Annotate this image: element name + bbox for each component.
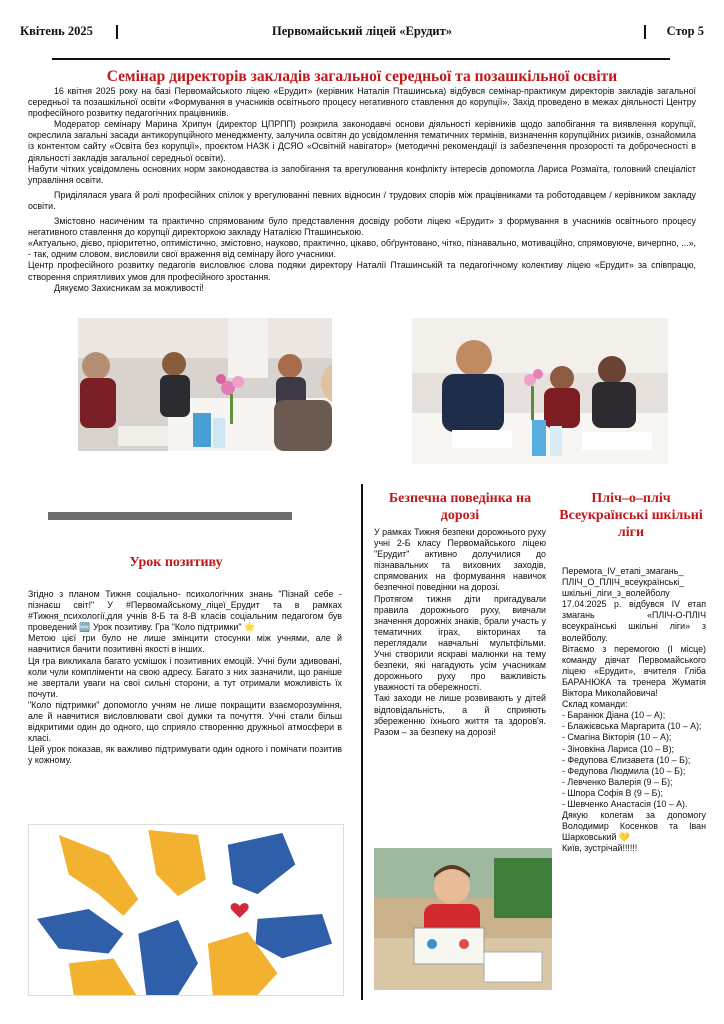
section-divider-bar [48,512,292,520]
volley-team-member: - Зіновкіна Лариса (10 – В); [562,743,674,754]
hands-illustration [28,824,344,996]
seminar-paragraph: Змістовно насиченим та практично спрямованим було представлення досвіду роботи ліцею «Ерудит» з формування в учасників освітнього процесу негативного ставлення до корупції директоркою закладу Наталією Пташинською. [28,216,696,238]
page-number: Стор 5 [666,24,704,38]
newspaper-title: Первомайський ліцей «Ерудит» [272,24,452,38]
seminar-title: Семінар директорів закладів загальної середньої та позашкільної освіти [106,68,618,85]
lesson-paragraph: Цей урок показав, як важливо підтримувати один одного і помічати позитив у кожному. [28,744,342,766]
road-paragraph: У рамках Тижня безпеки дорожнього руху учні 2-Б класу Первомайського ліцею "Ерудит" активно долучилися до пізнавальних та виховних заходів, спрямованих на формування навичок безпечної поведінки на дорозі. [374,527,546,593]
road-safety-photo [374,848,552,990]
lesson-article [28,589,342,767]
seminar-paragraph: Центр професійного розвитку педагогів висловлює слова подяки директору Наталії Пташинській та педагогічному колективу ліцею «Ерудит» за співпрацю, створення сприятливих умов для професійного зростання. [28,260,696,282]
road-article [374,527,546,738]
header-divider [644,25,646,39]
volley-team-member: - Баранюк Діана (10 – А); [562,710,666,721]
volley-team-member: - Федупова Єлизавета (10 – Б); [562,754,691,765]
road-paragraph: Протягом тижня діти пригадували правила дорожнього руху, вивчали значення дорожніх знаків, брали участь у тематичних іграх, вікторинах та переглядали навчальні мультфільми. Учні створили яскраві малюнки на тему безпеки, які нагадують усім учасникам дорожнього руху про важливість уважності та обережності. [374,593,546,693]
seminar-paragraph: Приділялася увага й ролі професійних спілок у врегулюванні певних відносин / трудових спорів між працівниками та роботодавцем / керівником закладу освіти. [28,189,696,211]
volley-title: Пліч–о–пліч Всеукраїнські шкільні ліги [559,491,703,540]
seminar-paragraph: Модератор семінару Марина Хрипун (директор ЦПРПП) розкрила законодавчі основи діяльності керівників щодо запобігання та виявлення корупції, окреслила загальні засади антикорупційного менеджменту, залучила освітян до усвідомлення тематичних термінів, визначення корупційних ризиків, ознайомила із контентом сайту «Освіта без корупції», проєктом НАЗК і ДСЯО «Освітній навігатор» (методичні рекомендації із забезпечення прозорості та доброчесності в діяльності закладів загальної середньої освіти). [28,119,696,163]
volley-team-member: - Смагіна Вікторія (10 – А); [562,732,672,743]
seminar-paragraph: Набути чітких усвідомлень основних норм законодавства із запобігання та врегулювання конфлікту інтересів допомогла Лариса Розмаїта, головний спеціаліст управління освіти. [28,163,696,185]
lesson-paragraph: Ця гра викликала багато усмішок і позитивних емоцій. Учні були здивовані, коли чули компліменти на свою адресу. Багато з них зазначили, що раніше не звертали уваги на свої сильні сторони, а тут отримали можливість їх почути. [28,655,342,699]
volley-team-label: Склад команди: [562,699,628,710]
volley-team-member: - Шевченко Анастасія (10 – А). [562,798,688,809]
volley-team-member: - Федупова Людмила (10 – Б); [562,765,686,776]
lesson-paragraph: Згідно з планом Тижня соціально- психологічних знань "Пізнай себе - пізнаєш світ!" У #Первомайському_ліцеї_Ерудит та в рамках #Тижня_психології,для учнів 8-Б та 8-В класів соціальним педагогом був проведений 🆕 Урок позитиву. Гра "Коло підтримки" 🌟 [28,589,342,633]
column-divider [361,484,363,1000]
volley-closing: Київ, зустрічай!!!!!! [562,843,638,854]
seminar-article [28,86,696,294]
lesson-paragraph: Метою цієї гри було не лише змінцити стосунки між учнями, але й навчитися бачити позитивні якості в інших. [28,633,342,655]
road-title: Безпечна поведінка на дорозі [388,491,532,523]
seminar-paragraph: «Актуально, дієво, пріоритетно, оптимістично, змістовно, науково, практично, цікаво, обґрунтовано, чітко, пізнавально, мотиваційно, спрямовуюче, вичерпно, ...», - так, одним словом, висловили свої враження від семінару його учасники. [28,238,696,260]
header-rule [52,58,670,60]
seminar-photo-right [412,318,668,464]
lesson-title: Урок позитиву [129,555,223,570]
page-header [20,24,704,42]
lesson-paragraph: "Коло підтримки" допомогло учням не лише покращити взаєморозуміння, але й навчитися висловлювати свої думки та почуття. Учні стали більш відкритими один до одного, що сприяло створенню дружньої атмосфери в класі. [28,699,342,744]
volley-congrats: Вітаємо з перемогою (І місце) команду дівчат Первомайського ліцею «Ерудит», вчителя Гліба БАРАНЮКА та тренера Жуматія Віктора Миколайовича! [562,643,706,699]
seminar-photo-left [78,318,332,451]
issue-date: Квітень 2025 [20,24,93,38]
road-paragraph: Такі заходи не лише розвивають у дітей відповідальність, а й сприяють збереженню їхнього життя та здоров'я. Разом – за безпеку на дорозі! [374,693,546,737]
seminar-paragraph: 16 квітня 2025 року на базі Первомайського ліцею «Ерудит» (керівник Наталія Пташинська) відбувся семінар-практикум директорів закладів загальної середньої та позашкільної освіти «Формування в учасників освітнього процесу негативного ставлення до корупції». Захід проведено в межах діяльності Центру професійного розвитку педагогічних працівників. [28,86,696,119]
volley-team-member: - Блажієвська Маргарита (10 – А); [562,721,702,732]
volley-team-member: - Левченко Валерія (9 – Б); [562,776,673,787]
volley-intro: Перемога_IV_етапі_змагань_ ПЛІЧ_О_ПЛІЧ_всеукраїнські_ шкільні_ліги_з_волейболу 17.04.2025 р. відбувся IV етап змагань «ПЛІЧ-О-ПЛІЧ всеукраїнські шкільні ліги» з волейболу. [562,566,706,643]
seminar-paragraph: Дякуємо Захисникам за можливості! [54,282,204,293]
volley-team-member: - Шпора Софія В (9 – Б); [562,787,663,798]
volley-article [562,566,706,854]
volley-thanks: Дякую колегам за допомогу Володимир Косенков та Іван Шарковський 💛 [562,810,706,843]
